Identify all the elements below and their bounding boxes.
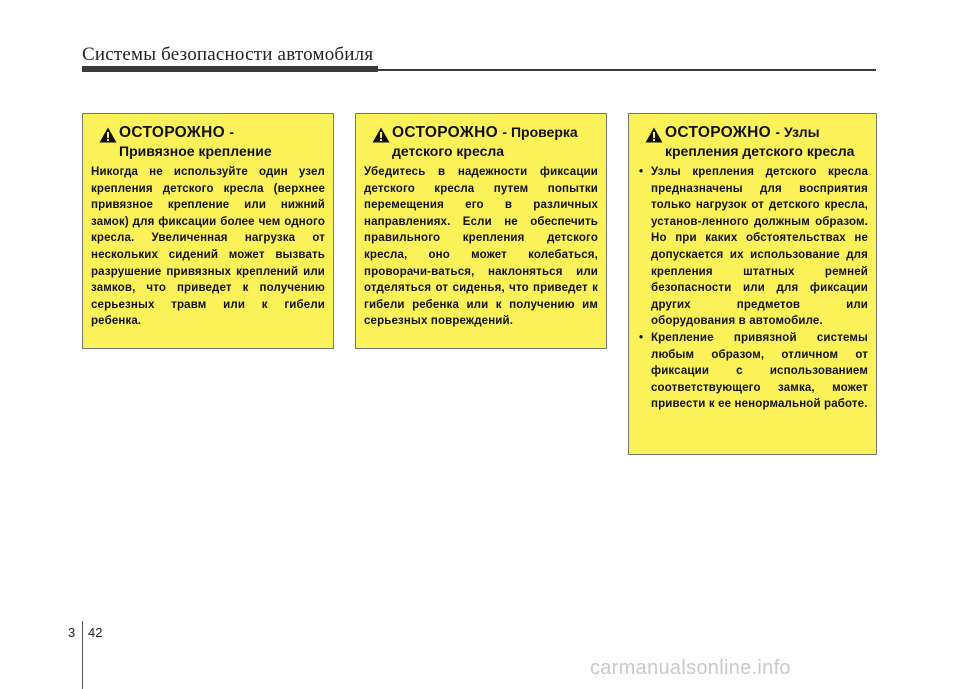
warning-title-suffix: - Проверка bbox=[502, 124, 578, 140]
warning-triangle-icon bbox=[99, 127, 117, 143]
bullet-text: Крепление привязной системы любым образом, отличном от фиксации с использованием соответствующего замка, может привести к ее ненормальной работе. bbox=[651, 331, 868, 411]
warning-bullet-list bbox=[637, 164, 868, 413]
warning-subtitle: детского кресла bbox=[392, 143, 505, 159]
warning-title-suffix: - Узлы bbox=[775, 124, 820, 140]
warning-title bbox=[91, 124, 325, 160]
warning-title bbox=[637, 124, 868, 160]
warning-triangle-icon bbox=[372, 127, 390, 143]
warning-title bbox=[364, 124, 598, 160]
warning-triangle-icon bbox=[645, 127, 663, 143]
warning-body: Убедитесь в надежности фиксации детского кресла путем попытки перемещения его в различных направлениях. Если не обеспечить правильного крепления детского кресла, оно может колебаться, проворачи-ваться, наклоняться или отделяться от сиденья, что приведет к гибели ребенка или к получению им серьезных повреждений. bbox=[364, 166, 598, 328]
page-number: 42 bbox=[88, 625, 103, 640]
warning-title-suffix: - bbox=[229, 124, 235, 140]
header-rule-thin bbox=[378, 69, 876, 71]
bullet-text: Узлы крепления детского кресла предназначены для восприятия только нагрузок от детского кресла, установ-ленного должным образом. Но при каких обстоятельствах не допускается их использование для крепления штатных ремней безопасности или для фиксации других предметов или оборудования в автомобиле. bbox=[651, 166, 868, 328]
warning-label: ОСТОРОЖНО bbox=[665, 124, 771, 141]
list-item bbox=[637, 164, 868, 330]
section-title: Системы безопасности автомобиля bbox=[82, 44, 374, 65]
warning-label: ОСТОРОЖНО bbox=[392, 124, 498, 141]
bullet-dot: • bbox=[639, 166, 644, 178]
warning-box-anchorages bbox=[628, 113, 877, 455]
warning-body: Никогда не используйте один узел крепления детского кресла (верхнее привязное крепление или нижний замок) для фиксации более чем одного кресла. Увеличенная нагрузка от нескольких сидений может вызвать разрушение привязных креплений или замков, что приведет к получению серьезных травм или к гибели ребенка. bbox=[91, 166, 325, 328]
watermark: carmanualsonline.info bbox=[590, 657, 791, 679]
page-section-number: 3 bbox=[68, 625, 76, 640]
header-rule-thick bbox=[82, 66, 378, 72]
warning-subtitle: крепления детского кресла bbox=[665, 143, 855, 159]
warning-subtitle: Привязное крепление bbox=[119, 143, 272, 159]
warning-label: ОСТОРОЖНО bbox=[119, 124, 225, 141]
warning-box-tether bbox=[82, 113, 334, 349]
footer-divider bbox=[82, 621, 83, 689]
list-item bbox=[637, 330, 868, 413]
bullet-dot: • bbox=[639, 331, 644, 344]
warning-box-seat-check bbox=[355, 113, 607, 349]
